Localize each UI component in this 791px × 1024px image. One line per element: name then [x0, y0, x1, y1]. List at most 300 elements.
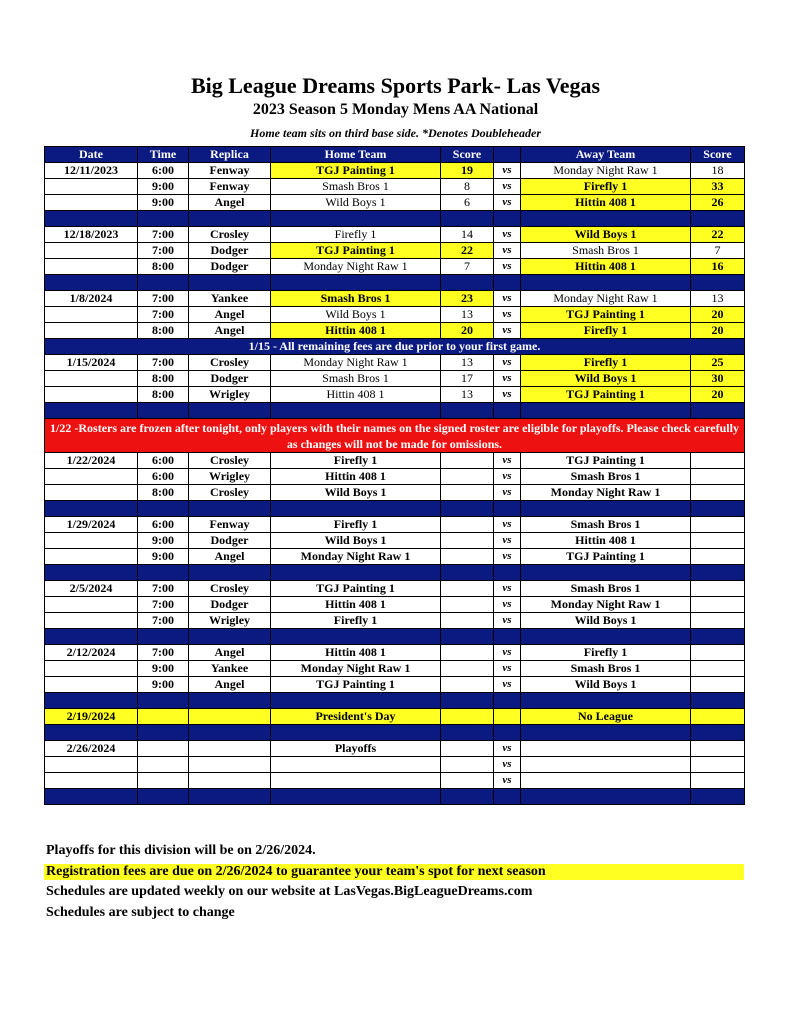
- vs-cell: vs: [494, 453, 521, 469]
- date-cell: [45, 533, 138, 549]
- home-team-cell: Firefly 1: [271, 613, 441, 629]
- separator-cell: [138, 565, 189, 581]
- replica-cell: Angel: [189, 195, 271, 211]
- game-row: [45, 533, 745, 549]
- game-row: [45, 307, 745, 323]
- separator-cell: [189, 693, 271, 709]
- time-cell: 7:00: [138, 645, 189, 661]
- separator-cell: [521, 501, 691, 517]
- away-score-cell: [691, 709, 745, 725]
- home-team-cell: Wild Boys 1: [271, 485, 441, 501]
- date-cell: [45, 243, 138, 259]
- replica-cell: [189, 709, 271, 725]
- separator-cell: [45, 725, 138, 741]
- time-cell: 8:00: [138, 387, 189, 403]
- home-score-cell: [441, 661, 494, 677]
- vs-cell: vs: [494, 195, 521, 211]
- vs-cell: vs: [494, 581, 521, 597]
- time-cell: 8:00: [138, 371, 189, 387]
- separator-cell: [441, 629, 494, 645]
- home-score-cell: 13: [441, 387, 494, 403]
- vs-cell: vs: [494, 163, 521, 179]
- home-score-cell: [441, 453, 494, 469]
- column-header: Score: [441, 147, 494, 163]
- game-row: [45, 227, 745, 243]
- separator-cell: [691, 725, 745, 741]
- separator-cell: [494, 501, 521, 517]
- away-team-cell: TGJ Painting 1: [521, 307, 691, 323]
- home-score-cell: [441, 709, 494, 725]
- separator-cell: [521, 725, 691, 741]
- away-team-cell: [521, 773, 691, 789]
- separator-cell: [189, 789, 271, 805]
- game-row: [45, 291, 745, 307]
- separator-row: [45, 211, 745, 227]
- column-header: Score: [691, 147, 745, 163]
- replica-cell: Wrigley: [189, 613, 271, 629]
- date-cell: [45, 757, 138, 773]
- replica-cell: Crosley: [189, 581, 271, 597]
- separator-row: [45, 403, 745, 419]
- time-cell: 7:00: [138, 243, 189, 259]
- away-score-cell: [691, 597, 745, 613]
- separator-cell: [271, 403, 441, 419]
- column-header: Away Team: [521, 147, 691, 163]
- date-cell: [45, 387, 138, 403]
- away-team-cell: TGJ Painting 1: [521, 453, 691, 469]
- vs-cell: vs: [494, 517, 521, 533]
- separator-cell: [494, 565, 521, 581]
- separator-cell: [441, 789, 494, 805]
- away-team-cell: Wild Boys 1: [521, 371, 691, 387]
- separator-cell: [271, 565, 441, 581]
- time-cell: 8:00: [138, 323, 189, 339]
- game-row: [45, 517, 745, 533]
- away-team-cell: Wild Boys 1: [521, 227, 691, 243]
- date-cell: [45, 485, 138, 501]
- away-score-cell: [691, 549, 745, 565]
- game-row: [45, 757, 745, 773]
- date-cell: [45, 371, 138, 387]
- separator-cell: [138, 725, 189, 741]
- separator-cell: [494, 789, 521, 805]
- vs-cell: vs: [494, 323, 521, 339]
- time-cell: 8:00: [138, 485, 189, 501]
- home-score-cell: [441, 469, 494, 485]
- separator-cell: [45, 403, 138, 419]
- replica-cell: Angel: [189, 549, 271, 565]
- date-cell: [45, 549, 138, 565]
- away-score-cell: [691, 741, 745, 757]
- date-cell: [45, 677, 138, 693]
- vs-cell: vs: [494, 533, 521, 549]
- separator-row: [45, 501, 745, 517]
- vs-cell: vs: [494, 741, 521, 757]
- separator-cell: [189, 403, 271, 419]
- away-team-cell: Hittin 408 1: [521, 195, 691, 211]
- separator-cell: [45, 629, 138, 645]
- vs-cell: vs: [494, 613, 521, 629]
- vs-cell: vs: [494, 469, 521, 485]
- date-cell: 1/8/2024: [45, 291, 138, 307]
- home-score-cell: [441, 581, 494, 597]
- separator-cell: [189, 629, 271, 645]
- separator-row: [45, 275, 745, 291]
- vs-cell: vs: [494, 485, 521, 501]
- game-row: [45, 243, 745, 259]
- separator-cell: [138, 403, 189, 419]
- home-score-cell: [441, 741, 494, 757]
- game-row: [45, 613, 745, 629]
- home-score-cell: [441, 485, 494, 501]
- footer-registration: Registration fees are due on 2/26/2024 to guarantee your team's spot for next season: [44, 864, 744, 880]
- away-score-cell: 30: [691, 371, 745, 387]
- home-team-cell: Playoffs: [271, 741, 441, 757]
- separator-cell: [45, 693, 138, 709]
- away-team-cell: [521, 741, 691, 757]
- home-score-cell: 20: [441, 323, 494, 339]
- game-row: [45, 195, 745, 211]
- away-team-cell: Smash Bros 1: [521, 517, 691, 533]
- separator-cell: [138, 629, 189, 645]
- away-team-cell: Monday Night Raw 1: [521, 291, 691, 307]
- vs-cell: vs: [494, 371, 521, 387]
- home-team-cell: TGJ Painting 1: [271, 581, 441, 597]
- replica-cell: [189, 741, 271, 757]
- separator-cell: [189, 501, 271, 517]
- replica-cell: Dodger: [189, 533, 271, 549]
- home-score-cell: 17: [441, 371, 494, 387]
- game-row: [45, 485, 745, 501]
- home-score-cell: 14: [441, 227, 494, 243]
- separator-cell: [441, 693, 494, 709]
- time-cell: [138, 773, 189, 789]
- home-score-cell: 6: [441, 195, 494, 211]
- date-cell: [45, 773, 138, 789]
- away-score-cell: [691, 773, 745, 789]
- separator-cell: [521, 693, 691, 709]
- vs-cell: vs: [494, 773, 521, 789]
- separator-cell: [494, 275, 521, 291]
- separator-cell: [271, 211, 441, 227]
- away-score-cell: 16: [691, 259, 745, 275]
- away-score-cell: [691, 677, 745, 693]
- away-team-cell: No League: [521, 709, 691, 725]
- separator-cell: [521, 403, 691, 419]
- home-team-cell: Wild Boys 1: [271, 195, 441, 211]
- separator-cell: [271, 629, 441, 645]
- separator-cell: [45, 565, 138, 581]
- game-row: [45, 453, 745, 469]
- away-team-cell: Smash Bros 1: [521, 469, 691, 485]
- separator-cell: [271, 275, 441, 291]
- separator-cell: [494, 403, 521, 419]
- separator-cell: [691, 565, 745, 581]
- replica-cell: Angel: [189, 645, 271, 661]
- away-team-cell: Hittin 408 1: [521, 259, 691, 275]
- replica-cell: Dodger: [189, 597, 271, 613]
- alert-text: 1/22 -Rosters are frozen after tonight, only players with their names on the signed roster are eligible for playoffs. Please check carefully as changes will not be made for omissions.: [45, 419, 745, 453]
- separator-cell: [189, 725, 271, 741]
- away-score-cell: 33: [691, 179, 745, 195]
- time-cell: 7:00: [138, 307, 189, 323]
- separator-row: [45, 693, 745, 709]
- separator-cell: [45, 501, 138, 517]
- game-row: [45, 581, 745, 597]
- home-score-cell: [441, 533, 494, 549]
- separator-cell: [138, 275, 189, 291]
- time-cell: [138, 757, 189, 773]
- date-cell: 2/12/2024: [45, 645, 138, 661]
- separator-cell: [189, 565, 271, 581]
- away-score-cell: 20: [691, 323, 745, 339]
- game-row: [45, 259, 745, 275]
- home-score-cell: [441, 757, 494, 773]
- replica-cell: Angel: [189, 677, 271, 693]
- replica-cell: Fenway: [189, 179, 271, 195]
- away-score-cell: 7: [691, 243, 745, 259]
- separator-cell: [441, 725, 494, 741]
- game-row: [45, 645, 745, 661]
- separator-cell: [691, 693, 745, 709]
- date-cell: [45, 259, 138, 275]
- date-cell: [45, 597, 138, 613]
- replica-cell: Crosley: [189, 227, 271, 243]
- away-score-cell: [691, 469, 745, 485]
- vs-cell: vs: [494, 549, 521, 565]
- replica-cell: Crosley: [189, 485, 271, 501]
- away-team-cell: Smash Bros 1: [521, 661, 691, 677]
- game-row: [45, 469, 745, 485]
- separator-cell: [441, 275, 494, 291]
- separator-cell: [189, 211, 271, 227]
- separator-cell: [45, 789, 138, 805]
- notice-text: 1/15 - All remaining fees are due prior to your first game.: [45, 339, 745, 355]
- vs-cell: vs: [494, 387, 521, 403]
- time-cell: 6:00: [138, 453, 189, 469]
- vs-cell: vs: [494, 757, 521, 773]
- separator-row: [45, 725, 745, 741]
- replica-cell: Angel: [189, 323, 271, 339]
- separator-cell: [521, 275, 691, 291]
- home-team-cell: Firefly 1: [271, 517, 441, 533]
- separator-cell: [138, 501, 189, 517]
- vs-cell: vs: [494, 227, 521, 243]
- time-cell: 7:00: [138, 597, 189, 613]
- game-row: [45, 677, 745, 693]
- away-score-cell: 18: [691, 163, 745, 179]
- replica-cell: Yankee: [189, 291, 271, 307]
- vs-cell: vs: [494, 661, 521, 677]
- away-team-cell: Firefly 1: [521, 645, 691, 661]
- game-row: [45, 371, 745, 387]
- vs-cell: vs: [494, 355, 521, 371]
- header-row: [45, 147, 745, 163]
- game-row: [45, 179, 745, 195]
- replica-cell: Fenway: [189, 163, 271, 179]
- home-team-cell: Monday Night Raw 1: [271, 549, 441, 565]
- replica-cell: Yankee: [189, 661, 271, 677]
- home-team-cell: Smash Bros 1: [271, 179, 441, 195]
- separator-cell: [271, 501, 441, 517]
- page-note: Home team sits on third base side. *Denotes Doubleheader: [250, 126, 541, 140]
- date-cell: [45, 307, 138, 323]
- column-header: Time: [138, 147, 189, 163]
- time-cell: 9:00: [138, 179, 189, 195]
- home-score-cell: [441, 613, 494, 629]
- home-team-cell: [271, 773, 441, 789]
- time-cell: 8:00: [138, 259, 189, 275]
- away-team-cell: Monday Night Raw 1: [521, 163, 691, 179]
- home-team-cell: Monday Night Raw 1: [271, 661, 441, 677]
- time-cell: 7:00: [138, 581, 189, 597]
- time-cell: 9:00: [138, 195, 189, 211]
- holiday-row: [45, 709, 745, 725]
- separator-row: [45, 629, 745, 645]
- time-cell: 6:00: [138, 469, 189, 485]
- home-team-cell: Wild Boys 1: [271, 533, 441, 549]
- home-team-cell: Hittin 408 1: [271, 387, 441, 403]
- separator-cell: [441, 501, 494, 517]
- home-team-cell: Hittin 408 1: [271, 645, 441, 661]
- home-score-cell: 13: [441, 355, 494, 371]
- time-cell: 7:00: [138, 613, 189, 629]
- separator-cell: [45, 275, 138, 291]
- home-team-cell: Hittin 408 1: [271, 469, 441, 485]
- game-row: [45, 741, 745, 757]
- time-cell: 6:00: [138, 517, 189, 533]
- away-team-cell: Firefly 1: [521, 355, 691, 371]
- home-score-cell: [441, 597, 494, 613]
- home-team-cell: [271, 757, 441, 773]
- replica-cell: Fenway: [189, 517, 271, 533]
- column-header: Replica: [189, 147, 271, 163]
- separator-cell: [138, 789, 189, 805]
- separator-cell: [138, 211, 189, 227]
- away-score-cell: 20: [691, 307, 745, 323]
- away-team-cell: TGJ Painting 1: [521, 387, 691, 403]
- date-cell: [45, 179, 138, 195]
- replica-cell: Crosley: [189, 453, 271, 469]
- time-cell: [138, 709, 189, 725]
- vs-cell: vs: [494, 645, 521, 661]
- date-cell: 2/26/2024: [45, 741, 138, 757]
- schedule-table: [44, 146, 745, 805]
- page-title: Big League Dreams Sports Park- Las Vegas: [190, 73, 601, 98]
- away-team-cell: Monday Night Raw 1: [521, 597, 691, 613]
- date-cell: [45, 195, 138, 211]
- home-score-cell: 8: [441, 179, 494, 195]
- separator-cell: [691, 211, 745, 227]
- vs-cell: vs: [494, 307, 521, 323]
- footer-disclaimer: Schedules are subject to change: [46, 905, 235, 920]
- home-score-cell: [441, 677, 494, 693]
- game-row: [45, 355, 745, 371]
- vs-cell: vs: [494, 677, 521, 693]
- column-header: Date: [45, 147, 138, 163]
- away-team-cell: TGJ Painting 1: [521, 549, 691, 565]
- separator-cell: [691, 789, 745, 805]
- separator-row: [45, 565, 745, 581]
- home-score-cell: 22: [441, 243, 494, 259]
- date-cell: 2/19/2024: [45, 709, 138, 725]
- home-score-cell: [441, 773, 494, 789]
- separator-cell: [441, 403, 494, 419]
- separator-cell: [271, 693, 441, 709]
- game-row: [45, 549, 745, 565]
- home-team-cell: Firefly 1: [271, 453, 441, 469]
- separator-cell: [494, 693, 521, 709]
- column-header: [494, 147, 521, 163]
- separator-cell: [494, 629, 521, 645]
- separator-cell: [521, 629, 691, 645]
- game-row: [45, 163, 745, 179]
- home-team-cell: Wild Boys 1: [271, 307, 441, 323]
- game-row: [45, 661, 745, 677]
- time-cell: 7:00: [138, 355, 189, 371]
- away-score-cell: [691, 517, 745, 533]
- away-team-cell: Hittin 408 1: [521, 533, 691, 549]
- home-score-cell: 19: [441, 163, 494, 179]
- date-cell: 1/15/2024: [45, 355, 138, 371]
- separator-cell: [521, 211, 691, 227]
- separator-row: [45, 789, 745, 805]
- away-score-cell: [691, 645, 745, 661]
- away-score-cell: 26: [691, 195, 745, 211]
- notice-row: [45, 339, 745, 355]
- vs-cell: [494, 709, 521, 725]
- separator-cell: [45, 211, 138, 227]
- separator-cell: [691, 501, 745, 517]
- time-cell: 9:00: [138, 661, 189, 677]
- away-score-cell: [691, 533, 745, 549]
- away-score-cell: [691, 757, 745, 773]
- date-cell: 2/5/2024: [45, 581, 138, 597]
- replica-cell: Dodger: [189, 259, 271, 275]
- replica-cell: Dodger: [189, 371, 271, 387]
- home-team-cell: TGJ Painting 1: [271, 243, 441, 259]
- away-score-cell: 22: [691, 227, 745, 243]
- away-score-cell: [691, 613, 745, 629]
- page-subtitle: 2023 Season 5 Monday Mens AA National: [252, 101, 539, 118]
- home-team-cell: President's Day: [271, 709, 441, 725]
- away-team-cell: Wild Boys 1: [521, 613, 691, 629]
- date-cell: 1/29/2024: [45, 517, 138, 533]
- away-team-cell: Firefly 1: [521, 179, 691, 195]
- game-row: [45, 773, 745, 789]
- home-score-cell: [441, 645, 494, 661]
- time-cell: 9:00: [138, 533, 189, 549]
- home-score-cell: [441, 517, 494, 533]
- separator-cell: [138, 693, 189, 709]
- game-row: [45, 323, 745, 339]
- game-row: [45, 597, 745, 613]
- time-cell: 6:00: [138, 163, 189, 179]
- roster-alert-row: [45, 419, 745, 453]
- column-header: Home Team: [271, 147, 441, 163]
- separator-cell: [494, 725, 521, 741]
- date-cell: [45, 469, 138, 485]
- replica-cell: Dodger: [189, 243, 271, 259]
- away-score-cell: [691, 453, 745, 469]
- home-team-cell: Firefly 1: [271, 227, 441, 243]
- footer-playoffs: Playoffs for this division will be on 2/26/2024.: [46, 843, 316, 858]
- date-cell: 12/11/2023: [45, 163, 138, 179]
- home-score-cell: [441, 549, 494, 565]
- separator-cell: [691, 629, 745, 645]
- separator-cell: [441, 211, 494, 227]
- away-team-cell: Smash Bros 1: [521, 581, 691, 597]
